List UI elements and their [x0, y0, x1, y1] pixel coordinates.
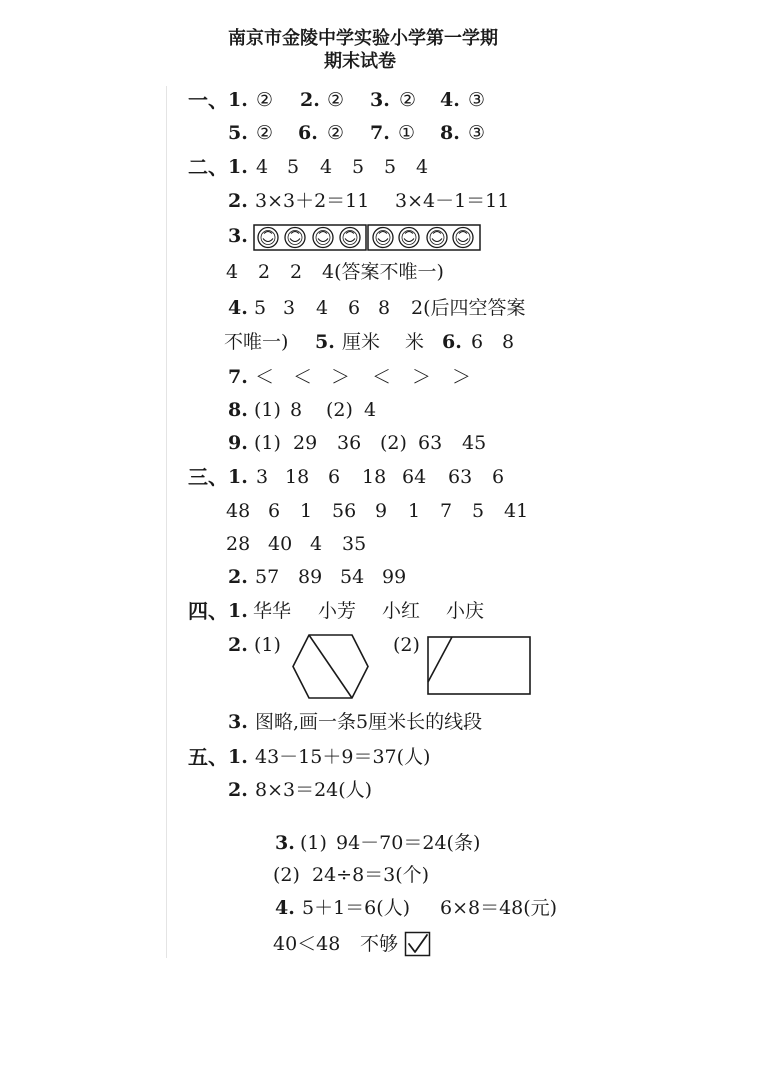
answer-expression: 8×3＝24(人) [255, 779, 373, 801]
fruit-icon [427, 228, 447, 248]
answer: ② [327, 89, 345, 111]
answer: 4 [316, 297, 329, 319]
sub-question-label: (1) [300, 832, 327, 854]
answer: 4(答案不唯一) [322, 261, 444, 283]
question-number: 3. [275, 832, 295, 854]
answer-name: 小红 [382, 600, 421, 622]
document-subtitle: 期末试卷 [324, 51, 396, 72]
sub-question-label: (1) [254, 399, 281, 421]
answer: 2 [290, 261, 303, 283]
answer: 8 [378, 297, 391, 319]
answer: 1 [300, 500, 313, 522]
dividing-line [309, 635, 352, 698]
answer: 米 [405, 331, 425, 353]
document-title: 南京市金陵中学实验小学第一学期 [228, 28, 498, 49]
answer: 57 [255, 566, 280, 588]
answer: ① [398, 122, 416, 144]
answer: 18 [362, 466, 387, 488]
section-label-4: 四、 [188, 599, 228, 623]
answer-continuation: 不唯一) [224, 331, 289, 353]
question-number: 7. [370, 122, 390, 144]
answer: 2 [258, 261, 271, 283]
answer: 99 [382, 566, 407, 588]
answer: 63 [418, 432, 443, 454]
section-label-3: 三、 [188, 465, 228, 489]
answer: 64 [402, 466, 427, 488]
question-number: 2. [300, 89, 320, 111]
question-number: 4. [440, 89, 460, 111]
sub-question-label: (1) [254, 432, 281, 454]
question-number: 6. [298, 122, 318, 144]
answer: 不够 [360, 933, 399, 955]
answer: 8 [290, 399, 303, 421]
comparison-sign: ＞ [412, 366, 432, 388]
answer: 18 [285, 466, 310, 488]
answer: 5 [352, 156, 365, 178]
answer: 41 [504, 500, 529, 522]
answer: ② [256, 89, 274, 111]
check-mark [409, 935, 427, 952]
answer: 1 [408, 500, 421, 522]
section-label-1: 一、 [188, 88, 228, 112]
answer: ② [256, 122, 274, 144]
scan-margin-line [166, 86, 167, 958]
checkmark-icon [404, 931, 432, 958]
question-number: 9. [228, 432, 248, 454]
fruit-icon [340, 228, 360, 248]
answer: 7 [440, 500, 453, 522]
answer: 56 [332, 500, 357, 522]
answer-name: 华华 [253, 600, 292, 622]
answer: 89 [298, 566, 323, 588]
answer: 63 [448, 466, 473, 488]
answer: 6 [471, 331, 484, 353]
answer-name: 小庆 [446, 600, 485, 622]
answer: 45 [462, 432, 487, 454]
question-number: 1. [228, 746, 248, 768]
question-number: 2. [228, 634, 248, 656]
question-number: 4. [228, 297, 248, 319]
answer-expression: 3×4－1＝11 [395, 190, 510, 212]
question-number: 5. [315, 331, 335, 353]
fruit-icon [399, 228, 419, 248]
question-number: 1. [228, 600, 248, 622]
sub-question-label: (1) [254, 634, 281, 656]
question-number: 1. [228, 156, 248, 178]
comparison-sign: ＞ [331, 366, 351, 388]
answer: 36 [337, 432, 362, 454]
question-number: 3. [228, 225, 248, 247]
answer-expression: 3×3＋2＝11 [255, 190, 370, 212]
divided-rectangle-icon [426, 635, 533, 697]
group-box [368, 225, 480, 250]
answer: 3 [283, 297, 296, 319]
fruit-icon [258, 228, 278, 248]
fruit-icon [453, 228, 473, 248]
answer: 29 [293, 432, 318, 454]
answer: 6 [492, 466, 505, 488]
fruit-icon [373, 228, 393, 248]
answer: ③ [468, 89, 486, 111]
sub-question-label: (2) [273, 864, 300, 886]
answer-expression: 43－15＋9＝37(人) [255, 746, 431, 768]
answer-expression: 24÷8＝3(个) [312, 864, 430, 886]
answer: 35 [342, 533, 367, 555]
answer: 6 [348, 297, 361, 319]
sub-question-label: (2) [380, 432, 407, 454]
answer: 4 [226, 261, 239, 283]
answer: 图略,画一条5厘米长的线段 [255, 711, 483, 733]
comparison-sign: ＜ [372, 366, 392, 388]
answer: 5 [472, 500, 485, 522]
sub-question-label: (2) [326, 399, 353, 421]
answer-name: 小芳 [318, 600, 357, 622]
answer: 6 [268, 500, 281, 522]
answer: 9 [375, 500, 388, 522]
grouped-fruit-figure [252, 223, 484, 253]
answer: 4 [320, 156, 333, 178]
question-number: 3. [228, 711, 248, 733]
comparison-sign: ＞ [452, 366, 472, 388]
answer: 6 [328, 466, 341, 488]
section-label-2: 二、 [188, 155, 228, 179]
question-number: 4. [275, 897, 295, 919]
question-number: 7. [228, 366, 248, 388]
question-number: 3. [370, 89, 390, 111]
question-number: 2. [228, 566, 248, 588]
answer: 54 [340, 566, 365, 588]
answer: 5 [254, 297, 267, 319]
answer: 40 [268, 533, 293, 555]
answer-expression: 40＜48 [273, 933, 341, 955]
answer: ② [327, 122, 345, 144]
group-box [254, 225, 366, 250]
comparison-sign: ＜ [293, 366, 313, 388]
rectangle-outline [428, 637, 530, 694]
section-label-5: 五、 [188, 745, 228, 769]
divided-hexagon-icon [291, 633, 371, 701]
answer: 4 [310, 533, 323, 555]
answer: 4 [256, 156, 269, 178]
question-number: 1. [228, 466, 248, 488]
answer: ② [399, 89, 417, 111]
fruit-icon [313, 228, 333, 248]
sub-question-label: (2) [393, 634, 420, 656]
answer: 厘米 [342, 331, 381, 353]
question-number: 8. [228, 399, 248, 421]
question-number: 2. [228, 190, 248, 212]
answer: 28 [226, 533, 251, 555]
answer: 3 [256, 466, 269, 488]
question-number: 6. [442, 331, 462, 353]
answer-expression: 94－70＝24(条) [336, 832, 481, 854]
fruit-icon [285, 228, 305, 248]
answer: 5 [384, 156, 397, 178]
answer: 48 [226, 500, 251, 522]
answer-expression: 5＋1＝6(人) [302, 897, 411, 919]
question-number: 2. [228, 779, 248, 801]
comparison-sign: ＜ [255, 366, 275, 388]
answer: ③ [468, 122, 486, 144]
answer-expression: 6×8＝48(元) [440, 897, 558, 919]
answer: 4 [416, 156, 429, 178]
question-number: 1. [228, 89, 248, 111]
question-number: 5. [228, 122, 248, 144]
answer: 5 [287, 156, 300, 178]
dividing-line [428, 637, 452, 682]
answer: 4 [364, 399, 377, 421]
question-number: 8. [440, 122, 460, 144]
answer: 8 [502, 331, 515, 353]
answer: 2(后四空答案 [411, 297, 526, 319]
